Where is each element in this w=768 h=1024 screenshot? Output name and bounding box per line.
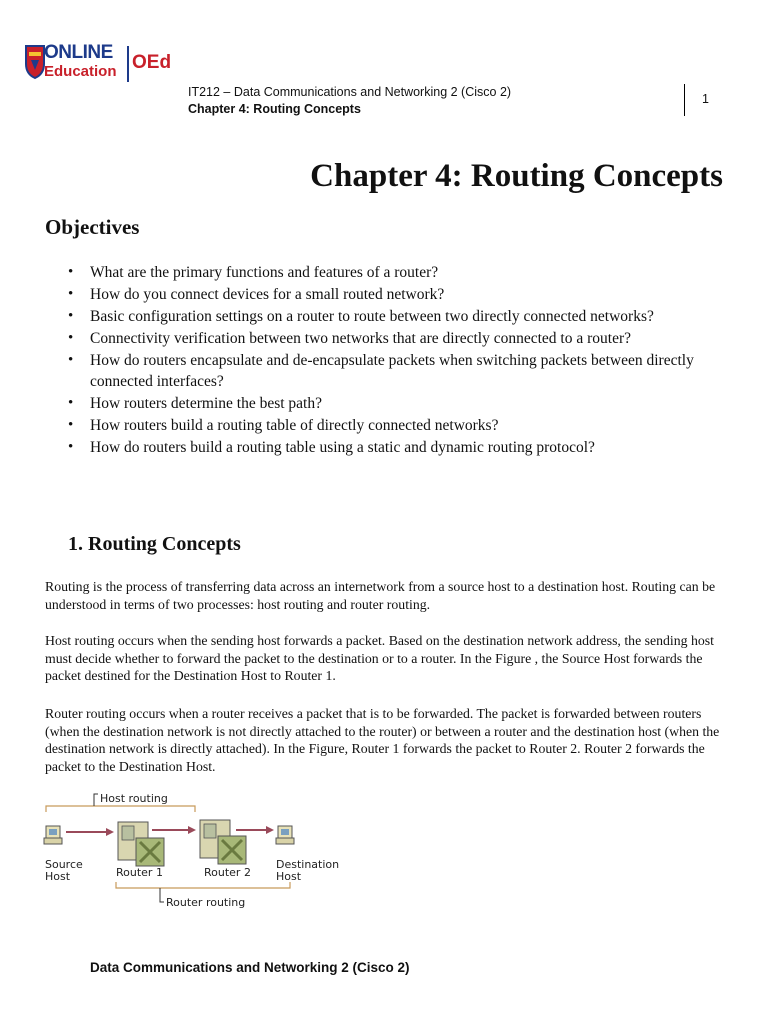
router-routing-label: Router routing	[166, 896, 246, 909]
source-host-label-1: Source	[45, 858, 83, 871]
list-item: • How routers determine the best path?	[68, 393, 728, 414]
section-heading: 1. Routing Concepts	[68, 533, 241, 555]
list-item: • What are the primary functions and features of a router?	[68, 262, 728, 283]
routing-diagram	[40, 786, 360, 916]
paragraph: Routing is the process of transferring data across an internetwork from a source host to a destination host. Routing can be understood in terms of two processes: host routing and router routing.	[45, 579, 716, 612]
router-2-icon	[200, 820, 246, 864]
source-host-label-2: Host	[45, 870, 71, 883]
logo-divider	[127, 46, 129, 82]
router-2-label: Router 2	[204, 866, 251, 879]
header-chapter: Chapter 4: Routing Concepts	[188, 102, 361, 116]
destination-host-icon	[276, 826, 294, 844]
list-item: • Connectivity verification between two networks that are directly connected to a router?	[68, 328, 728, 349]
logo-text-oed: OEd	[132, 52, 172, 73]
list-item: • How do routers build a routing table using a static and dynamic routing protocol?	[68, 437, 728, 458]
page-footer: Data Communications and Networking 2 (Cisco 2)	[90, 960, 410, 975]
router-1-icon	[118, 822, 164, 866]
destination-host-label-2: Host	[276, 870, 302, 883]
router-1-label: Router 1	[116, 866, 163, 879]
host-routing-bracket	[46, 806, 195, 812]
source-host-icon	[44, 826, 62, 844]
logo-text-education: Education	[44, 63, 117, 80]
list-item: • How do routers encapsulate and de-encapsulate packets when switching packets between directly connected interfaces?	[68, 350, 728, 392]
list-item: • How do you connect devices for a small routed network?	[68, 284, 728, 305]
page-number-divider	[684, 84, 685, 116]
logo-text-online: ONLINE	[44, 42, 113, 63]
chapter-title: Chapter 4: Routing Concepts	[310, 158, 723, 194]
header-course: IT212 – Data Communications and Networking 2 (Cisco 2)	[188, 85, 512, 99]
online-education-logo	[24, 44, 46, 80]
list-item: • How routers build a routing table of directly connected networks?	[68, 415, 728, 436]
objectives-list	[68, 262, 728, 459]
list-item: • Basic configuration settings on a router to route between two directly connected networks?	[68, 306, 728, 327]
host-routing-label: Host routing	[100, 792, 168, 805]
page-number: 1	[702, 92, 709, 106]
router-routing-bracket	[116, 882, 290, 888]
objectives-heading: Objectives	[45, 215, 140, 239]
paragraph: Host routing occurs when the sending host forwards a packet. Based on the destination network address, the sending host must decide whether to forward the packet to the destination or to a router. In the Figure , the Source Host forwards the packet destined for the Destination Host to Router 1.	[45, 633, 715, 683]
paragraph: Router routing occurs when a router receives a packet that is to be forwarded. The packet is forwarded between routers (when the destination network is not directly attached to the router) or between a router and the destination host (when the destination network is directly attached). In the Figure, Router 1 forwards the packet to Router 2. Router 2 forwards the packet to the Destination Host.	[45, 706, 720, 774]
destination-host-label-1: Destination	[276, 858, 340, 871]
